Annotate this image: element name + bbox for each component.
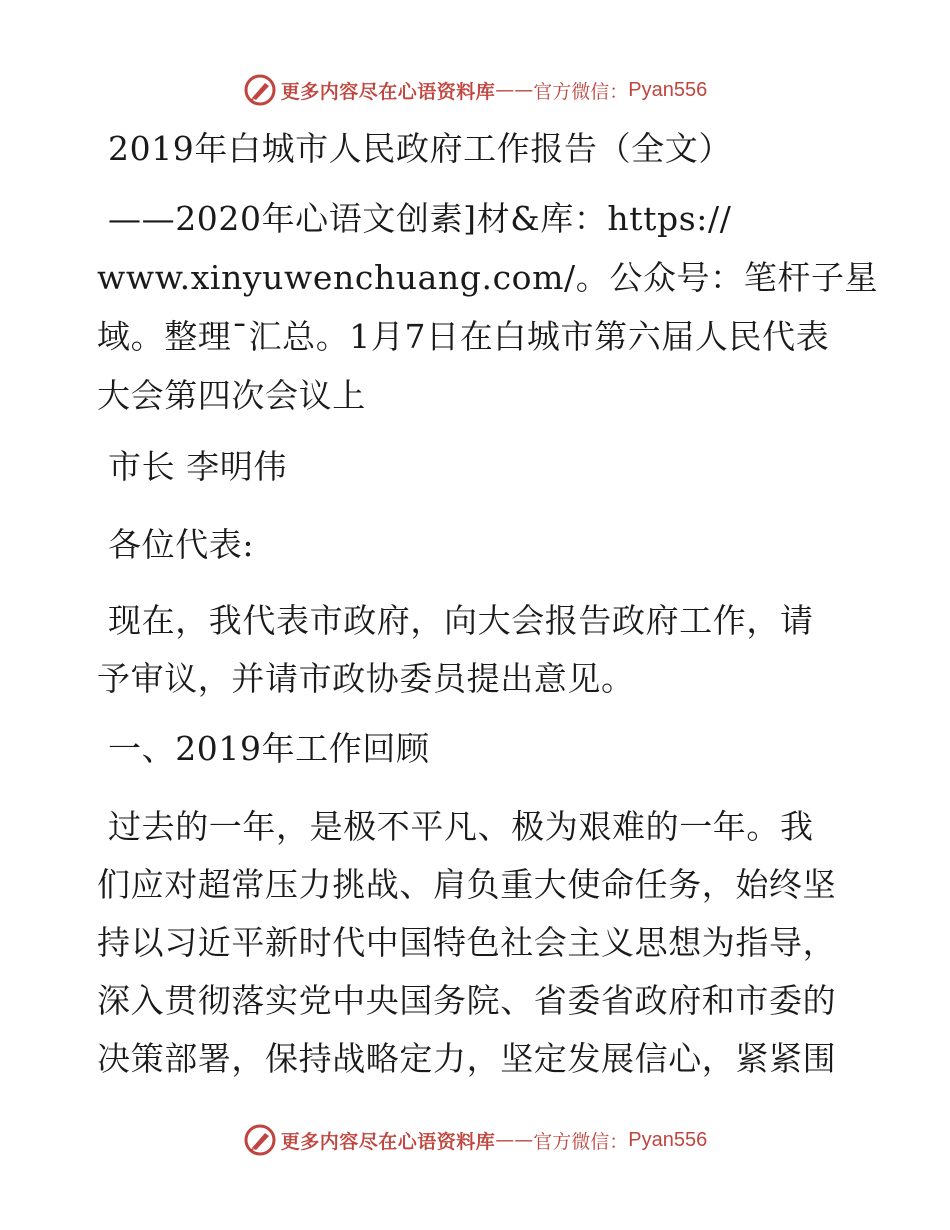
banner-wechat-label: 官方微信： bbox=[533, 80, 629, 103]
intro-line: 现在，我代表市政府，向大会报告政府工作，请 bbox=[108, 601, 814, 640]
source-line: 域。整理¯汇总。1月7日在白城市第六届人民代表 bbox=[97, 317, 830, 356]
body-line: 深入贯彻落实党中央国务院、省委省政府和市委的 bbox=[97, 981, 837, 1020]
body-line: 过去的一年，是极不平凡、极为艰难的一年。我 bbox=[108, 807, 814, 846]
footer-banner bbox=[0, 1120, 950, 1160]
body-line: 决策部署，保持战略定力，坚定发展信心，紧紧围 bbox=[97, 1039, 837, 1078]
banner-dash: —— bbox=[495, 79, 534, 101]
source-line: www.xinyuwenchuang.com/。公众号：笔杆子星 bbox=[97, 258, 879, 297]
banner-brand: 更多内容尽在心语资料库 bbox=[280, 80, 496, 103]
author-line: 市长 李明伟 bbox=[108, 447, 288, 486]
source-line: ——2020年心语文创素]材&库：https:// bbox=[108, 199, 732, 238]
document-title: 2019年白城市人民政府工作报告（全文） bbox=[108, 129, 732, 168]
banner-wechat-label: 官方微信： bbox=[533, 1130, 629, 1153]
banner-dash: —— bbox=[495, 1129, 534, 1151]
banner-wechat-id: Pyan556 bbox=[628, 78, 708, 101]
header-banner bbox=[0, 70, 950, 110]
banner-wechat-id: Pyan556 bbox=[628, 1128, 708, 1151]
body-line: 们应对超常压力挑战、肩负重大使命任务，始终坚 bbox=[97, 865, 837, 904]
body-line: 持以习近平新时代中国特色社会主义思想为指导， bbox=[97, 923, 837, 962]
pen-logo-icon bbox=[243, 73, 277, 107]
pen-logo-icon bbox=[243, 1123, 277, 1157]
banner-brand: 更多内容尽在心语资料库 bbox=[280, 1130, 496, 1153]
source-line: 大会第四次会议上 bbox=[97, 376, 366, 415]
salutation: 各位代表: bbox=[108, 525, 255, 564]
intro-line: 予审议，并请市政协委员提出意见。 bbox=[97, 659, 635, 698]
section-heading: 一、2019年工作回顾 bbox=[108, 729, 430, 768]
